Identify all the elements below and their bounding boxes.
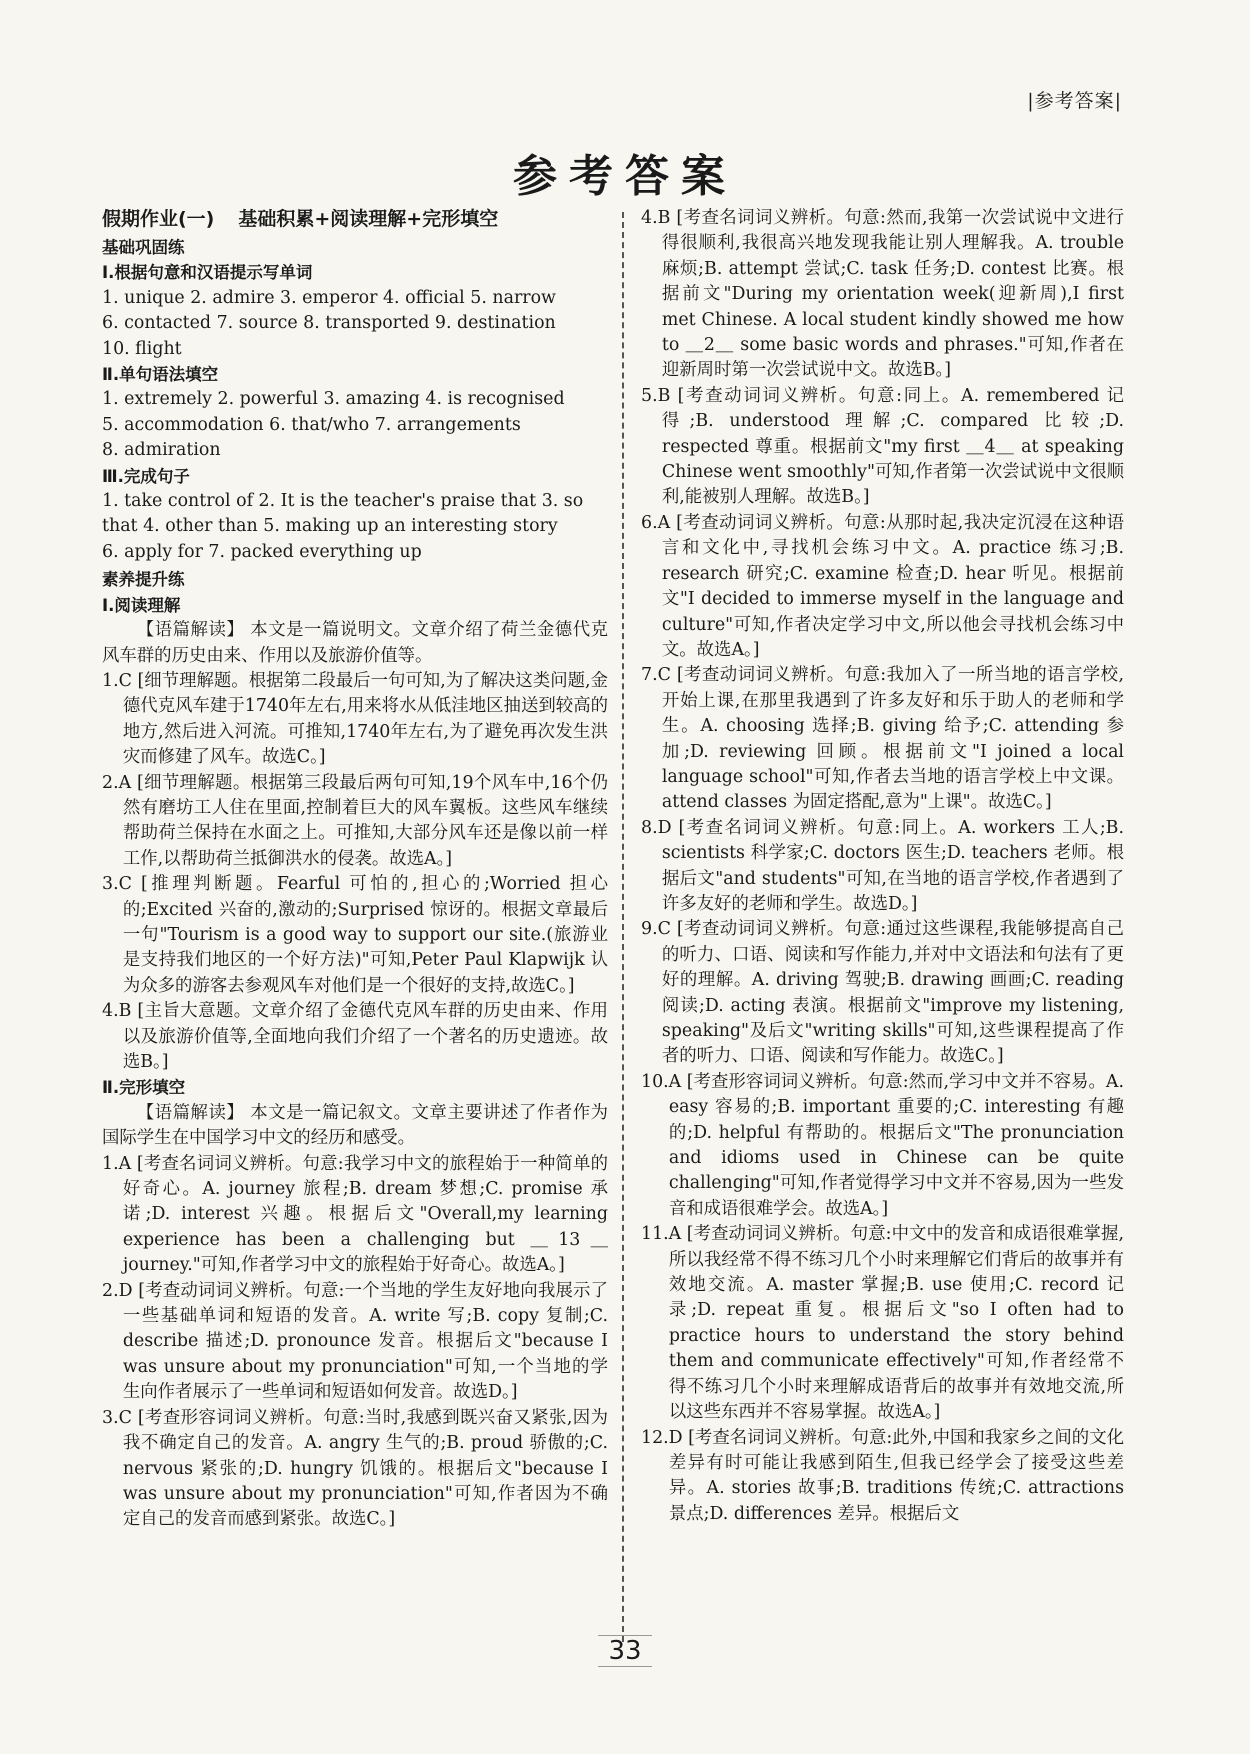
answer-line: 10. flight (102, 338, 182, 359)
part2-heading: 素养提升练 (102, 570, 185, 590)
page-title: 参考答案 (513, 151, 737, 202)
cloze-answer: 7.C [考查动词词义辨析。句意:我加入了一所当地的语言学校,开始上课,在那里我遇到了许多友好和乐于助人的老师和学生。A. choosing 选择;B. giving 给予;C. attending 参加;D. reviewing 回顾。根据前文"I joined a local language school"可知,作者去当地的语言学校上中文课。attend classes 为固定搭配,意为"上课"。故选C。] (641, 665, 1124, 813)
cloze-answer: 8.D [考查名词词义辨析。句意:同上。A. workers 工人;B. scientists 科学家;C. doctors 医生;D. teachers 老师。根据后文"and students"可知,在当地的语言学校,作者遇到了许多友好的老师和学生。故选D。] (641, 817, 1124, 914)
left-column (102, 206, 608, 1533)
cloze-answer: 12.D [考查名词词义辨析。句意:此外,中国和我家乡之间的文化差异有时可能让我感到陌生,但我已经学会了接受这些差异。A. stories 故事;B. traditions 传统;C. attractions 景点;D. differences 差异。根据后文 (641, 1427, 1124, 1524)
section-topic: 基础积累+阅读理解+完形填空 (238, 208, 499, 230)
cloze-intro: 【语篇解读】 本文是一篇记叙文。文章主要讲述了作者作为国际学生在中国学习中文的经历和感受。 (102, 1102, 608, 1149)
page-number-value: 33 (598, 1635, 651, 1667)
reading-intro: 【语篇解读】 本文是一篇说明文。文章介绍了荷兰金德代克风车群的历史由来、作用以及旅游价值等。 (102, 620, 608, 666)
page-number (0, 1636, 1250, 1666)
part1-heading: 基础巩固练 (102, 238, 185, 257)
part1-sub2-title: Ⅱ.单句语法填空 (102, 365, 219, 385)
answer-line: 1. take control of 2. It is the teacher's praise that 3. so (102, 491, 584, 512)
column-divider (622, 212, 624, 1642)
answer-line: 5. accommodation 6. that/who 7. arrangements (102, 414, 521, 435)
right-column (641, 206, 1124, 1527)
section-title (102, 206, 608, 233)
cloze-answer: 3.C [考查形容词词义辨析。句意:当时,我感到既兴奋又紧张,因为我不确定自己的发音。A. angry 生气的;B. proud 骄傲的;C. nervous 紧张的;D. hungry 饥饿的。根据后文"because I was unsure about my pronunciation"可知,作者因为不确定自己的发音而感到紧张。故选C。] (102, 1407, 608, 1530)
reading-title: Ⅰ.阅读理解 (102, 595, 181, 615)
reading-answer: 4.B [主旨大意题。文章介绍了金德代克风车群的历史由来、作用以及旅游价值等,全面地向我们介绍了一个著名的历史遗迹。故选B。] (102, 1001, 608, 1072)
answer-line: 8. admiration (102, 440, 221, 461)
answer-line: 6. apply for 7. packed everything up (102, 541, 422, 562)
part1-sub1-title: Ⅰ.根据句意和汉语提示写单词 (102, 263, 313, 283)
answer-line: 6. contacted 7. source 8. transported 9. destination (102, 313, 556, 334)
cloze-answer: 11.A [考查动词词义辨析。句意:中文中的发音和成语很难掌握,所以我经常不得不练习几个小时来理解它们背后的故事并有效地交流。A. master 掌握;B. use 使用;C. record 记录;D. repeat 重复。根据后文"so I often had to practice hours to understand the story behind them and communicate effectively"可知,作者经常不得不练习几个小时来理解成语背后的故事并有效地交流,所以这些东西并不容易掌握。故选A。] (641, 1224, 1124, 1423)
answer-line: 1. extremely 2. powerful 3. amazing 4. is recognised (102, 389, 565, 410)
reading-answer: 1.C [细节理解题。根据第二段最后一句可知,为了解决这类问题,金德代克风车建于1740年左右,用来将水从低洼地区抽送到较高的地方,然后进入河流。可推知,1740年左右,为了避免再次发生洪灾而修建了风车。故选C。] (102, 670, 608, 768)
cloze-answer: 9.C [考查动词词义辨析。句意:通过这些课程,我能够提高自己的听力、口语、阅读和写作能力,并对中文语法和句法有了更好的理解。A. driving 驾驶;B. drawing 画画;C. reading 阅读;D. acting 表演。根据前文"improve my listening, speaking"及后文"writing skills"可知,这些课程提高了作者的听力、口语、阅读和写作能力。故选C。] (641, 919, 1124, 1067)
cloze-answer: 6.A [考查动词词义辨析。句意:从那时起,我决定沉浸在这种语言和文化中,寻找机会练习中文。A. practice 练习;B. research 研究;C. examine 检查;D. hear 听见。根据前文"I decided to immerse myself in the language and culture"可知,作者决定学习中文,所以他会寻找机会练习中文。故选A。] (641, 512, 1124, 660)
reading-answer: 2.A [细节理解题。根据第三段最后两句可知,19个风车中,16个仍然有磨坊工人住在里面,控制着巨大的风车翼板。这些风车继续帮助荷兰保持在水面之上。可推知,大部分风车还是像以前一样工作,以帮助荷兰抵御洪水的侵袭。故选A。] (102, 772, 608, 869)
cloze-answer: 4.B [考查名词词义辨析。句意:然而,我第一次尝试说中文进行得很顺利,我很高兴地发现我能让别人理解我。A. trouble 麻烦;B. attempt 尝试;C. task 任务;D. contest 比赛。根据前文"During my orientation week(迎新周),I first met Chinese. A local student kindly showed me how to ＿2＿ some basic words and phrases."可知,作者在迎新周时第一次尝试说中文。故选B。] (641, 208, 1124, 381)
reading-answer: 3.C [推理判断题。Fearful 可怕的,担心的;Worried 担心的;Excited 兴奋的,激动的;Surprised 惊讶的。根据文章最后一句"Tourism is a good way to support our site.(旅游业是支持我们地区的一个好方法)"可知,Peter Paul Klapwijk 认为众多的游客去参观风车对他们是一个很好的支持,故选C。] (102, 874, 608, 996)
header-section-tag: |参考答案| (1027, 90, 1122, 112)
cloze-answer: 5.B [考查动词词义辨析。句意:同上。A. remembered 记得;B. understood 理解;C. compared 比较;D. respected 尊重。根据前文"my first ＿4＿ at speaking Chinese went smoothly"可知,作者第一次尝试说中文很顺利,能被别人理解。故选B。] (641, 385, 1125, 508)
part1-sub3-title: Ⅲ.完成句子 (102, 466, 190, 486)
cloze-title: Ⅱ.完形填空 (102, 1078, 186, 1098)
answer-line: 1. unique 2. admire 3. emperor 4. official 5. narrow (102, 287, 556, 308)
cloze-answer: 10.A [考查形容词词义辨析。句意:然而,学习中文并不容易。A. easy 容易的;B. important 重要的;C. interesting 有趣的;D. helpful 有帮助的。根据后文"The pronunciation and idioms used in Chinese can be quite challenging"可知,作者觉得学习中文并不容易,因为一些发音和成语很难学会。故选A。] (641, 1071, 1124, 1219)
cloze-answer: 2.D [考查动词词义辨析。句意:一个当地的学生友好地向我展示了一些基础单词和短语的发音。A. write 写;B. copy 复制;C. describe 描述;D. pronounce 发音。根据后文"because I was unsure about my pronunciation"可知,一个当地的学生向作者展示了一些单词和短语如何发音。故选D。] (102, 1280, 608, 1403)
section-label: 假期作业(一) (102, 208, 215, 230)
cloze-answer: 1.A [考查名词词义辨析。句意:我学习中文的旅程始于一种简单的好奇心。A. journey 旅程;B. dream 梦想;C. promise 承诺;D. interest 兴趣。根据后文"Overall,my learning experience has been a challenging but ＿13＿ journey."可知,作者学习中文的旅程始于好奇心。故选A。] (102, 1153, 608, 1276)
answer-line: that 4. other than 5. making up an interesting story (102, 516, 558, 537)
